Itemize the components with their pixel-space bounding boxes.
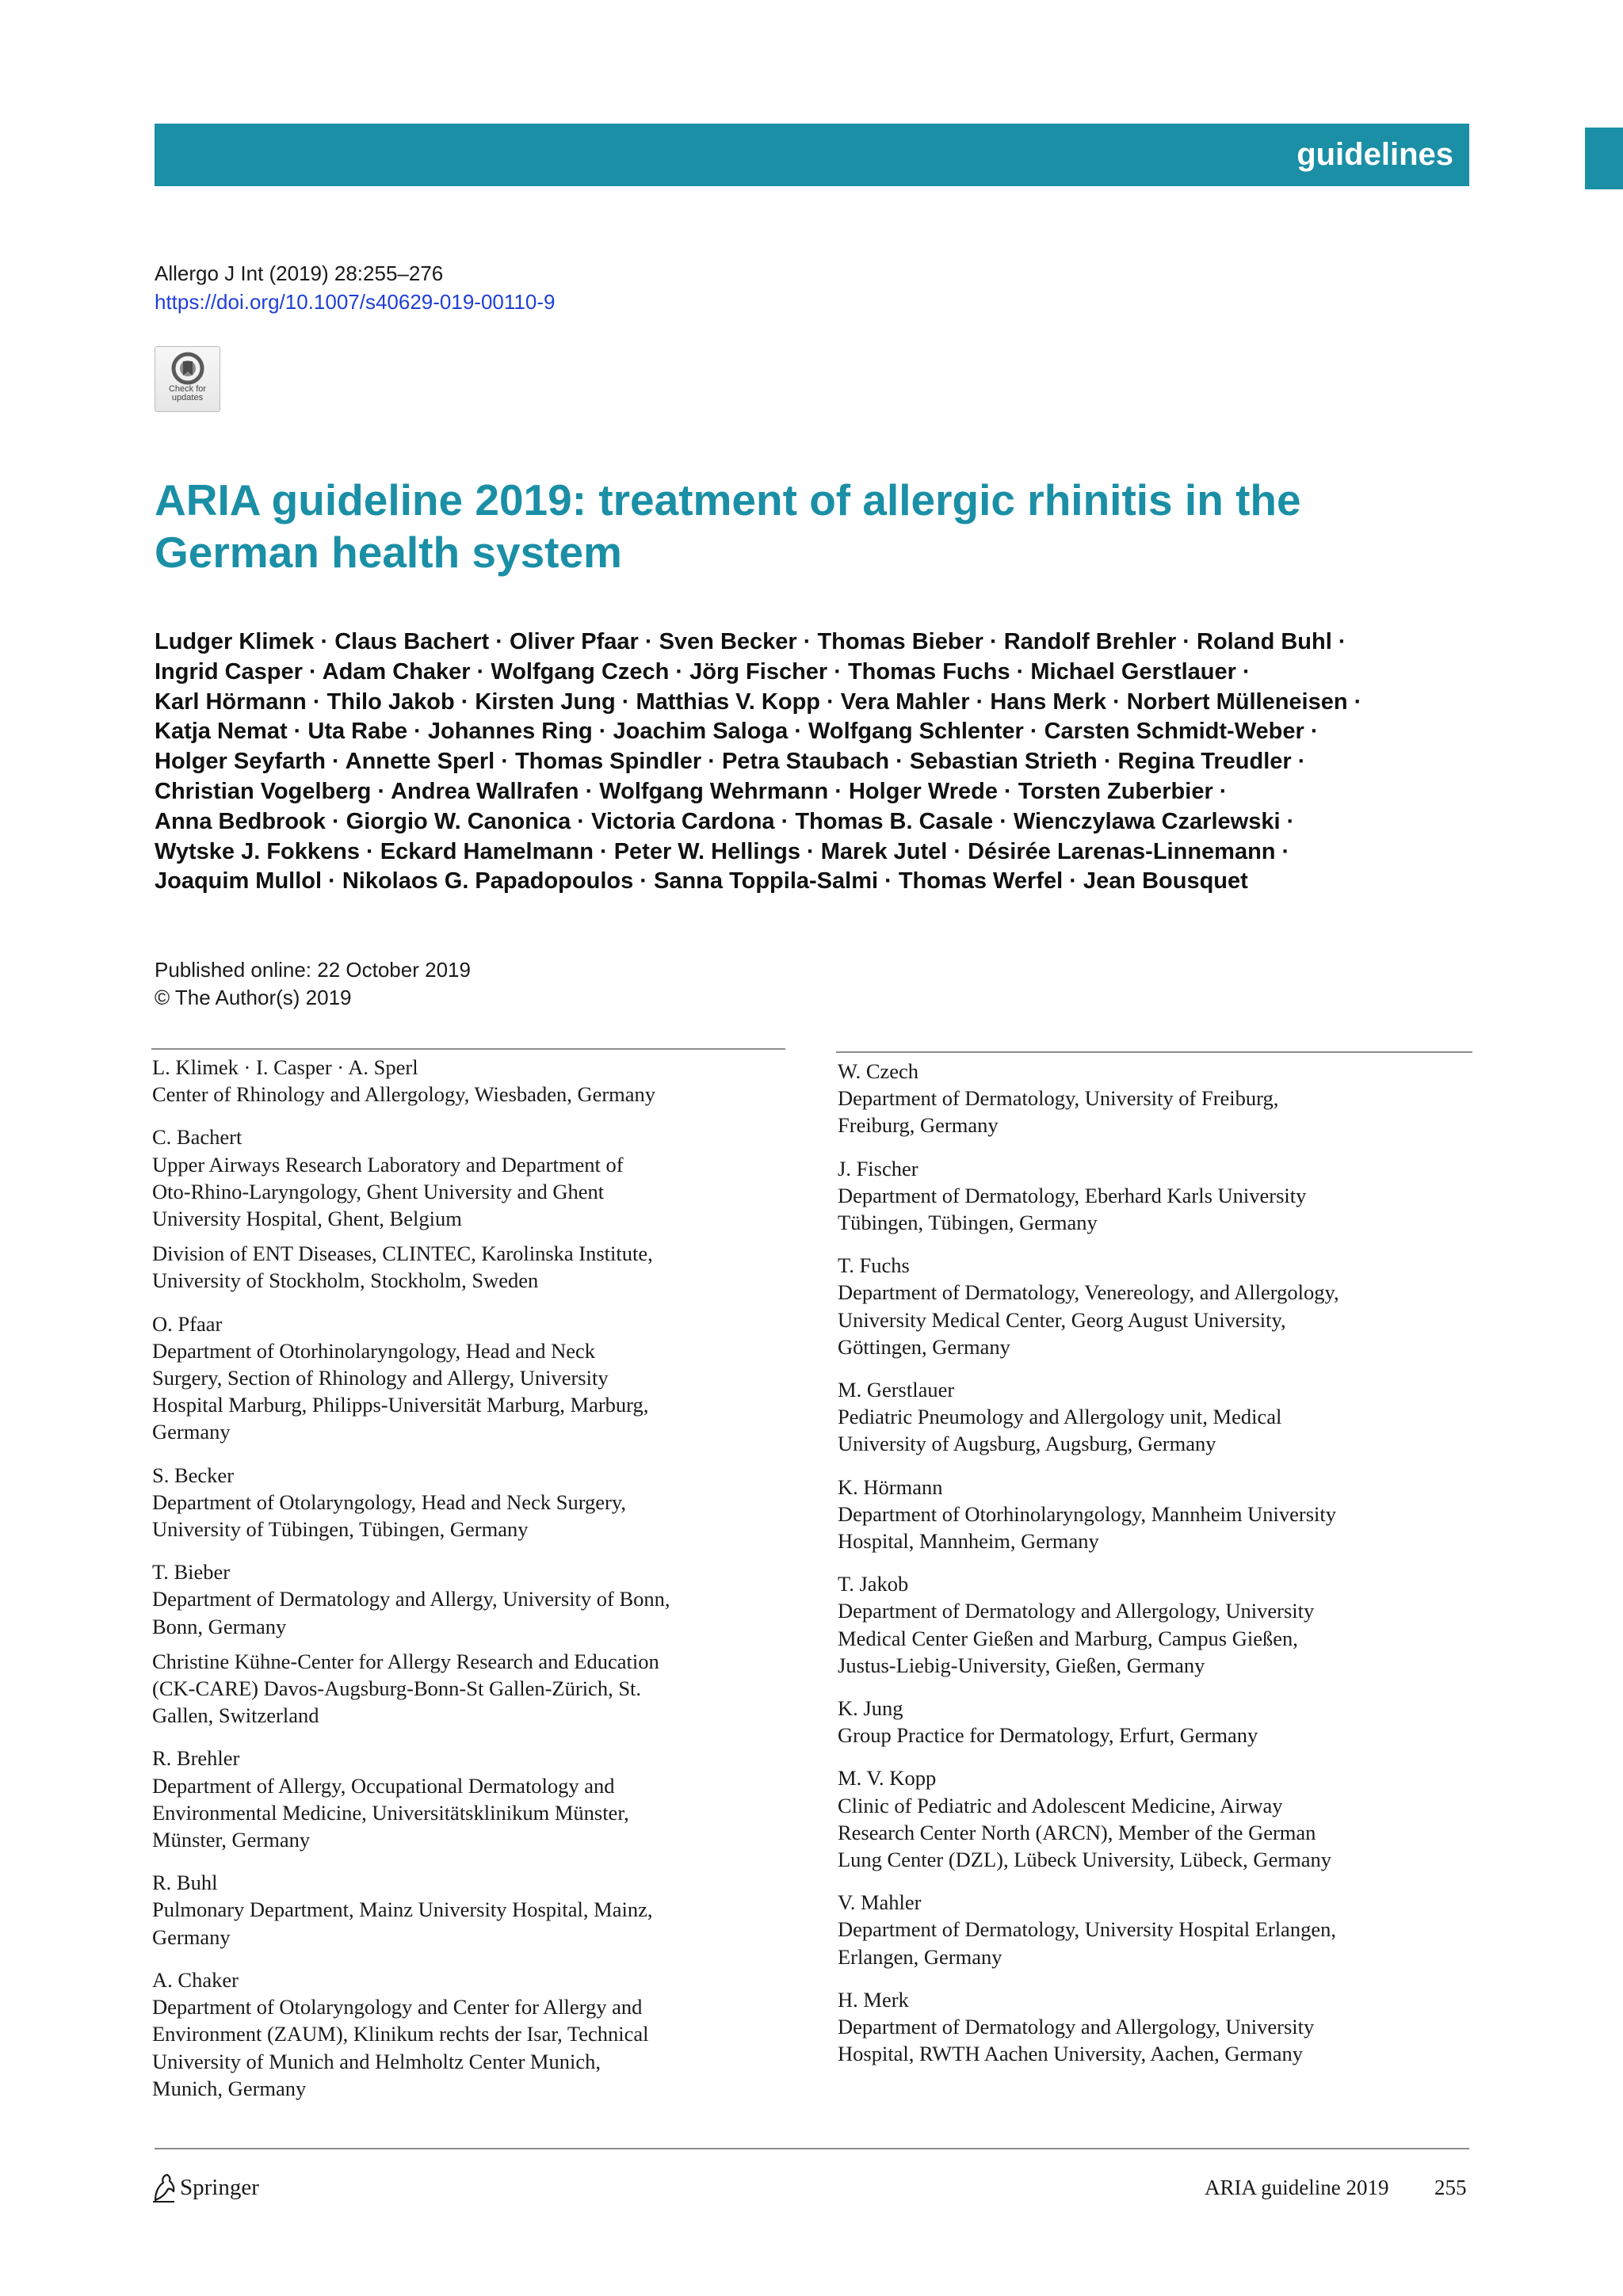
affiliation-line: Department of Dermatology and Allergy, University of Bonn, xyxy=(152,1587,670,1611)
affiliation-line: Department of Otolaryngology, Head and Neck Surgery, xyxy=(152,1489,627,1514)
affiliation-line: Group Practice for Dermatology, Erfurt, Germany xyxy=(838,1723,1258,1748)
affiliation-line: University of Tübingen, Tübingen, Germany xyxy=(152,1517,529,1542)
affiliation-line: Department of Dermatology, University of Freiburg, xyxy=(838,1086,1279,1111)
affiliation-line: Department of Otorhinolaryngology, Mannheim University xyxy=(838,1501,1336,1526)
journal-citation: Allergo J Int (2019) 28:255–276 xyxy=(155,261,444,285)
affiliation-line: Tübingen, Tübingen, Germany xyxy=(838,1211,1098,1235)
affiliation-entry xyxy=(152,1966,778,2102)
affiliation-line: Münster, Germany xyxy=(152,1828,311,1852)
publisher-name: Springer xyxy=(180,2175,259,2200)
author-line: Ludger Klimek · Claus Bachert · Oliver Pfaar · Sven Becker · Thomas Bieber · Randolf Brehler · Roland Buhl · xyxy=(155,629,1346,654)
section-header-bar xyxy=(155,124,1469,186)
affiliation-entry xyxy=(152,1558,778,1729)
check-for-updates-badge[interactable] xyxy=(155,346,220,412)
affiliation-names: J. Fischer xyxy=(838,1156,918,1180)
affiliation-names: A. Chaker xyxy=(152,1967,239,1992)
affiliation-names: V. Mahler xyxy=(838,1890,922,1915)
right-column-rule xyxy=(836,1051,1472,1053)
affiliation-line: Department of Dermatology and Allergology, University xyxy=(838,1599,1315,1623)
affiliation-line: (CK-CARE) Davos-Augsburg-Bonn-St Gallen-Zürich, St. xyxy=(152,1676,642,1701)
affiliation-line: Upper Airways Research Laboratory and Department of xyxy=(152,1152,624,1177)
affiliation-line: Pulmonary Department, Mainz University Hospital, Mainz, xyxy=(152,1897,653,1922)
affiliation-entry xyxy=(152,1123,778,1294)
bookmark-ring-icon xyxy=(171,352,204,385)
author-line: Anna Bedbrook · Giorgio W. Canonica · Victoria Cardona · Thomas B. Casale · Wienczylawa Czarlewski · xyxy=(155,808,1295,834)
affiliation-names: T. Bieber xyxy=(152,1560,231,1585)
affiliation-line: Oto-Rhino-Laryngology, Ghent University and Ghent xyxy=(152,1179,605,1203)
affiliation-line: Lung Center (DZL), Lübeck University, Lübeck, Germany xyxy=(838,1848,1332,1872)
affiliation-line: Medical Center Gießen and Marburg, Campus Gießen, xyxy=(838,1626,1298,1650)
affiliation-entry xyxy=(838,1376,1464,1458)
affiliation-line: Department of Dermatology, Venereology, and Allergology, xyxy=(838,1280,1339,1305)
affiliation-line: Department of Otorhinolaryngology, Head and Neck xyxy=(152,1338,596,1363)
affiliation-names: K. Jung xyxy=(838,1696,903,1721)
author-line: Christian Vogelberg · Andrea Wallrafen · Wolfgang Wehrmann · Holger Wrede · Torsten Zuberbier · xyxy=(155,778,1228,804)
affiliations-right-column xyxy=(838,1058,1464,2084)
affiliation-entry xyxy=(838,1474,1464,1555)
affiliation-line: University Medical Center, Georg August University, xyxy=(838,1307,1286,1332)
affiliation-line: Hospital, Mannheim, Germany xyxy=(838,1529,1099,1554)
affiliation-names: O. Pfaar xyxy=(152,1311,223,1336)
affiliation-names: C. Bachert xyxy=(152,1125,242,1150)
affiliation-names: K. Hörmann xyxy=(838,1474,943,1499)
affiliation-entry xyxy=(152,1310,778,1446)
affiliation-entry xyxy=(152,1869,778,1951)
affiliation-line: Department of Allergy, Occupational Dermatology and xyxy=(152,1773,615,1798)
affiliation-line: Research Center North (ARCN), Member of the German xyxy=(838,1820,1316,1844)
article-title-line2: German health system xyxy=(155,528,622,577)
check-for-updates-line1: Check for xyxy=(168,384,207,394)
check-for-updates-text xyxy=(155,385,220,402)
affiliation-names: H. Merk xyxy=(838,1987,909,2012)
author-line: Joaquim Mullol · Nikolaos G. Papadopoulos · Sanna Toppila-Salmi · Thomas Werfel · Jean Bousquet xyxy=(155,868,1248,894)
left-column-rule xyxy=(151,1048,785,1050)
affiliation-line: Munich, Germany xyxy=(152,2076,307,2100)
affiliation-names: L. Klimek · I. Casper · A. Sperl xyxy=(152,1055,418,1079)
affiliation-line: Christine Kühne-Center for Allergy Research and Education xyxy=(152,1649,659,1673)
author-line: Wytske J. Fokkens · Eckard Hamelmann · Peter W. Hellings · Marek Jutel · Désirée Larenas-Linnemann · xyxy=(155,838,1290,864)
running-title: ARIA guideline 2019 xyxy=(1205,2176,1389,2199)
author-list xyxy=(155,627,1470,897)
affiliation-entry xyxy=(838,1764,1464,1873)
affiliation-line: Justus-Liebig-University, Gießen, Germany xyxy=(838,1653,1205,1677)
published-online-date: Published online: 22 October 2019 xyxy=(155,958,471,982)
affiliation-line: Center of Rhinology and Allergology, Wiesbaden, Germany xyxy=(152,1082,656,1107)
affiliation-line: Environmental Medicine, Universitätsklinikum Münster, xyxy=(152,1800,629,1825)
affiliation-entry xyxy=(838,1155,1464,1237)
affiliation-line: Department of Dermatology, Eberhard Karls University xyxy=(838,1183,1307,1207)
article-title xyxy=(155,474,1454,578)
author-line: Ingrid Casper · Adam Chaker · Wolfgang Czech · Jörg Fischer · Thomas Fuchs · Michael Gerstlauer · xyxy=(155,658,1251,685)
affiliation-entry xyxy=(838,1058,1464,1139)
copyright-notice: © The Author(s) 2019 xyxy=(155,986,352,1009)
affiliation-entry xyxy=(152,1462,778,1543)
footer-rule xyxy=(155,2148,1469,2149)
affiliation-names: R. Buhl xyxy=(152,1871,218,1895)
check-for-updates-line2: updates xyxy=(171,393,204,402)
affiliation-names: R. Brehler xyxy=(152,1746,240,1771)
section-label: guidelines xyxy=(1296,137,1453,172)
affiliation-line: Germany xyxy=(152,1420,231,1444)
affiliation-names: M. Gerstlauer xyxy=(838,1378,955,1402)
affiliation-line: University of Munich and Helmholtz Center Munich, xyxy=(152,2049,601,2073)
springer-horse-icon xyxy=(151,2172,178,2203)
doi-link[interactable]: https://doi.org/10.1007/s40629-019-00110-9 xyxy=(155,290,556,314)
affiliation-names: S. Becker xyxy=(152,1463,235,1487)
affiliation-line: Surgery, Section of Rhinology and Allergy, University xyxy=(152,1366,609,1390)
affiliation-line: University of Augsburg, Augsburg, Germany xyxy=(838,1432,1216,1456)
affiliation-line: Freiburg, Germany xyxy=(838,1113,999,1138)
affiliation-entry xyxy=(838,1695,1464,1749)
affiliation-line: Department of Otolaryngology and Center for Allergy and xyxy=(152,1995,643,2019)
affiliation-line: Göttingen, Germany xyxy=(838,1334,1010,1359)
affiliation-line: Pediatric Pneumology and Allergology unit, Medical xyxy=(838,1405,1282,1429)
affiliation-line: Hospital Marburg, Philipps-Universität Marburg, Marburg, xyxy=(152,1393,649,1417)
affiliation-entry xyxy=(152,1745,778,1853)
affiliation-names: M. V. Kopp xyxy=(838,1766,937,1791)
affiliation-line: Division of ENT Diseases, CLINTEC, Karolinska Institute, xyxy=(152,1241,653,1266)
author-line: Katja Nemat · Uta Rabe · Johannes Ring · Joachim Saloga · Wolfgang Schlenter · Carsten Schmidt-Weber · xyxy=(155,719,1319,745)
affiliation-line: Clinic of Pediatric and Adolescent Medicine, Airway xyxy=(838,1793,1283,1817)
affiliation-line: Department of Dermatology, University Hospital Erlangen, xyxy=(838,1917,1336,1942)
affiliation-line: University Hospital, Ghent, Belgium xyxy=(152,1207,462,1231)
page-number: 255 xyxy=(1434,2176,1467,2199)
affiliation-entry xyxy=(152,1054,778,1108)
affiliation-entry xyxy=(838,1889,1464,1970)
affiliation-entry xyxy=(838,1252,1464,1360)
affiliation-line: Erlangen, Germany xyxy=(838,1944,1002,1969)
affiliation-line: Germany xyxy=(152,1924,231,1949)
side-thumb-tab xyxy=(1585,128,1623,189)
author-line: Karl Hörmann · Thilo Jakob · Kirsten Jung · Matthias V. Kopp · Vera Mahler · Hans Merk · Norbert Mülleneisen · xyxy=(155,688,1362,715)
affiliation-names: W. Czech xyxy=(838,1059,919,1083)
affiliation-line: Department of Dermatology and Allergology, University xyxy=(838,2015,1315,2039)
author-line: Holger Seyfarth · Annette Sperl · Thomas Spindler · Petra Staubach · Sebastian Strieth · Regina Treudler · xyxy=(155,749,1306,775)
affiliation-line: Gallen, Switzerland xyxy=(152,1703,319,1728)
affiliation-line: University of Stockholm, Stockholm, Sweden xyxy=(152,1268,539,1293)
affiliation-entry xyxy=(838,1986,1464,2068)
affiliations-left-column xyxy=(152,1054,778,2118)
affiliation-line: Environment (ZAUM), Klinikum rechts der Isar, Technical xyxy=(152,2022,649,2046)
affiliation-names: T. Fuchs xyxy=(838,1253,910,1278)
affiliation-line: Hospital, RWTH Aachen University, Aachen, Germany xyxy=(838,2042,1304,2066)
affiliation-line: Bonn, Germany xyxy=(152,1614,287,1638)
affiliation-entry xyxy=(838,1570,1464,1679)
article-title-line1: ARIA guideline 2019: treatment of allergic rhinitis in the xyxy=(155,475,1301,524)
additional-affiliation xyxy=(152,1240,778,1294)
affiliation-names: T. Jakob xyxy=(838,1572,909,1596)
additional-affiliation xyxy=(152,1648,778,1730)
